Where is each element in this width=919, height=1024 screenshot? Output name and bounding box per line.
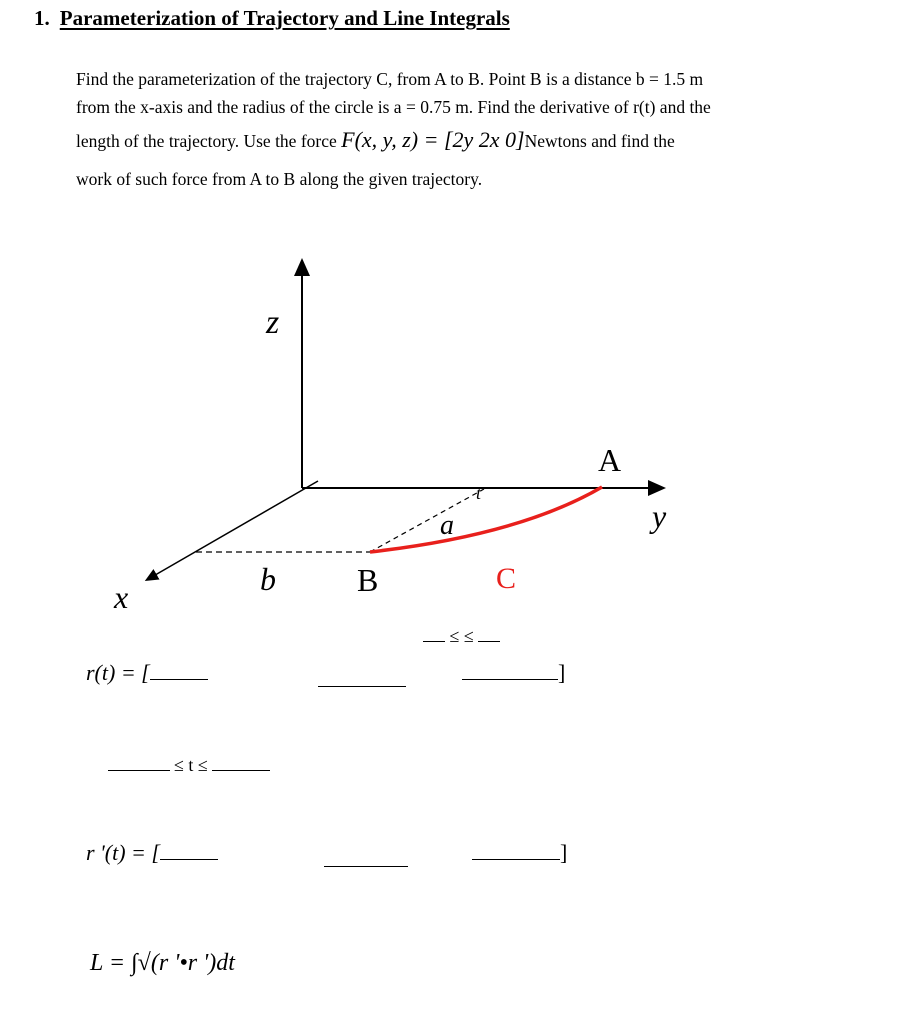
rprime-blank-1[interactable] [160, 845, 218, 860]
curve-c-label: C [496, 562, 517, 595]
r-blank-3-wrap [462, 660, 565, 686]
statement-line-2: from the x-axis and the radius of the circle is a = 0.75 m. Find the derivative of r(t) and the [76, 97, 711, 117]
r-blank-2-wrap [318, 672, 406, 692]
statement-line-4: work of such force from A to B along the given trajectory. [76, 169, 483, 189]
top-ineq-blank-right[interactable] [478, 627, 500, 642]
top-ineq-symbols: ≤ ≤ [449, 626, 474, 646]
rprime-blank-2-wrap [324, 852, 408, 872]
problem-number: 1. [34, 6, 50, 30]
t-min-blank[interactable] [108, 756, 170, 771]
radius-a-label: a [440, 510, 454, 541]
point-b-label: B [357, 562, 379, 598]
r-vector-row [86, 660, 208, 686]
r-blank-3[interactable] [462, 665, 558, 680]
statement-line-1: Find the parameterization of the trajectory C, from A to B. Point B is a distance b = 1.5 m [76, 69, 704, 89]
x-axis [150, 481, 318, 578]
problem-title-text: Parameterization of Trajectory and Line Integrals [59, 6, 510, 30]
r-blank-2[interactable] [318, 672, 406, 687]
rprime-lhs: r '(t) = [ [86, 840, 160, 865]
rprime-blank-2[interactable] [324, 852, 408, 867]
t-max-blank[interactable] [212, 756, 270, 771]
rprime-blank-3[interactable] [472, 845, 560, 860]
t-label: t [476, 483, 482, 503]
rprime-vector-row [86, 840, 218, 866]
rprime-blank-3-wrap [472, 840, 567, 866]
top-ineq-blank-left[interactable] [423, 627, 445, 642]
t-range-row [108, 755, 270, 776]
r-close-bracket: ] [558, 660, 566, 685]
statement-line-3-pre: length of the trajectory. Use the force [76, 131, 342, 151]
r-blank-1[interactable] [150, 665, 208, 680]
top-inequality-row [423, 626, 500, 647]
trajectory-curve [370, 487, 602, 552]
statement-line-3-post: Newtons and find the [524, 131, 675, 151]
y-axis-label: y [652, 498, 667, 534]
length-formula: L = ∫√(r '•r ')dt [90, 950, 235, 976]
force-expression: F(x, y, z) = [2y 2x 0] [341, 127, 525, 152]
distance-b-label: b [260, 561, 276, 597]
z-axis-label: z [266, 304, 280, 341]
point-a-label: A [598, 442, 622, 478]
rprime-close-bracket: ] [560, 840, 568, 865]
x-axis-label: x [114, 579, 129, 615]
t-range-symbols: ≤ t ≤ [174, 755, 208, 775]
r-lhs: r(t) = [ [86, 660, 150, 685]
